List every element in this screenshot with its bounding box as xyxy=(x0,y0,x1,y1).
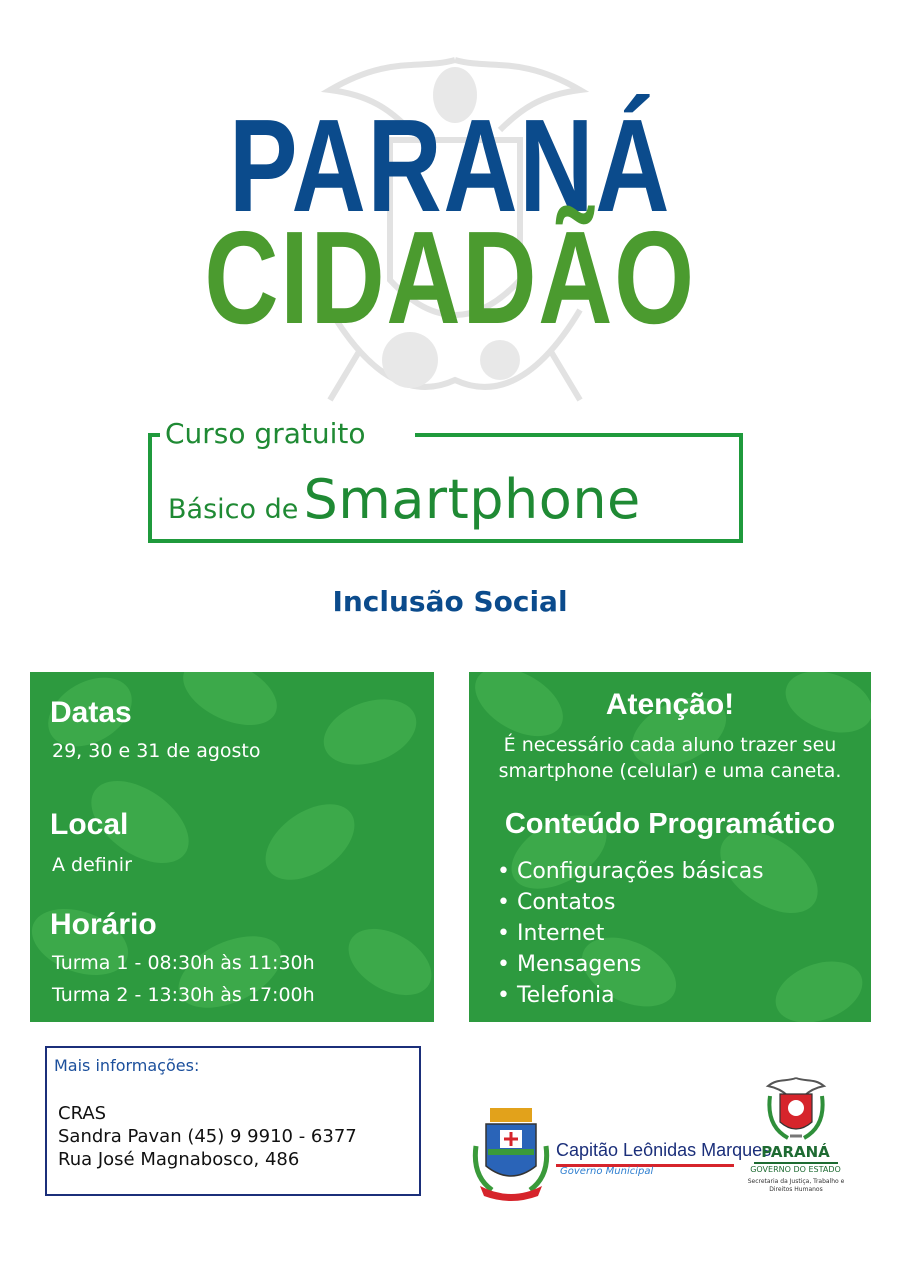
schedule-line: Turma 2 - 13:30h às 17:00h xyxy=(52,984,315,1006)
info-line: Rua José Magnabosco, 486 xyxy=(58,1149,300,1170)
subtitle: Inclusão Social xyxy=(332,585,568,618)
content-list xyxy=(497,856,764,1011)
location-heading: Local xyxy=(50,808,129,841)
state-department: Secretaria da Justiça, Trabalho e Direitos Humanos xyxy=(747,1178,845,1193)
details-panel xyxy=(30,672,434,1022)
municipality-name: Capitão Leônidas Marques xyxy=(556,1140,772,1160)
list-item: • Internet xyxy=(497,918,764,949)
attention-line: É necessário cada aluno trazer seu xyxy=(503,734,837,756)
info-line: Sandra Pavan (45) 9 9910 - 6377 xyxy=(58,1126,357,1147)
attention-line: smartphone (celular) e uma caneta. xyxy=(498,760,842,782)
attention-panel xyxy=(469,672,871,1022)
course-box-top-right xyxy=(415,433,743,437)
municipality-crest-icon xyxy=(472,1106,550,1202)
dates-heading: Datas xyxy=(50,696,132,729)
schedule-line: Turma 1 - 08:30h às 11:30h xyxy=(52,952,315,974)
course-name-main: Smartphone xyxy=(303,468,641,531)
title-cidadao: CIDADÃO xyxy=(204,204,696,351)
course-name-prefix: Básico de xyxy=(168,494,299,525)
state-divider xyxy=(754,1162,838,1164)
schedule-heading: Horário xyxy=(50,908,157,941)
location-value: A definir xyxy=(52,854,132,876)
info-line: CRAS xyxy=(58,1103,107,1124)
title-parana: PARANÁ xyxy=(228,92,672,239)
list-item: • Telefonia xyxy=(497,980,764,1011)
list-item: • Configurações básicas xyxy=(497,856,764,887)
course-name xyxy=(168,468,641,531)
list-item: • Mensagens xyxy=(497,949,764,980)
state-crest-icon xyxy=(764,1076,828,1144)
state-subtitle: GOVERNO DO ESTADO xyxy=(750,1165,841,1174)
state-name: PARANÁ xyxy=(761,1143,830,1161)
course-label: Curso gratuito xyxy=(165,417,366,450)
content-heading: Conteúdo Programático xyxy=(504,808,836,840)
attention-heading: Atenção! xyxy=(605,688,735,721)
info-label: Mais informações: xyxy=(54,1056,200,1075)
dates-value: 29, 30 e 31 de agosto xyxy=(52,740,261,762)
list-item: • Contatos xyxy=(497,887,764,918)
municipality-subtitle: Governo Municipal xyxy=(560,1166,654,1177)
course-box-top-left xyxy=(148,433,160,437)
